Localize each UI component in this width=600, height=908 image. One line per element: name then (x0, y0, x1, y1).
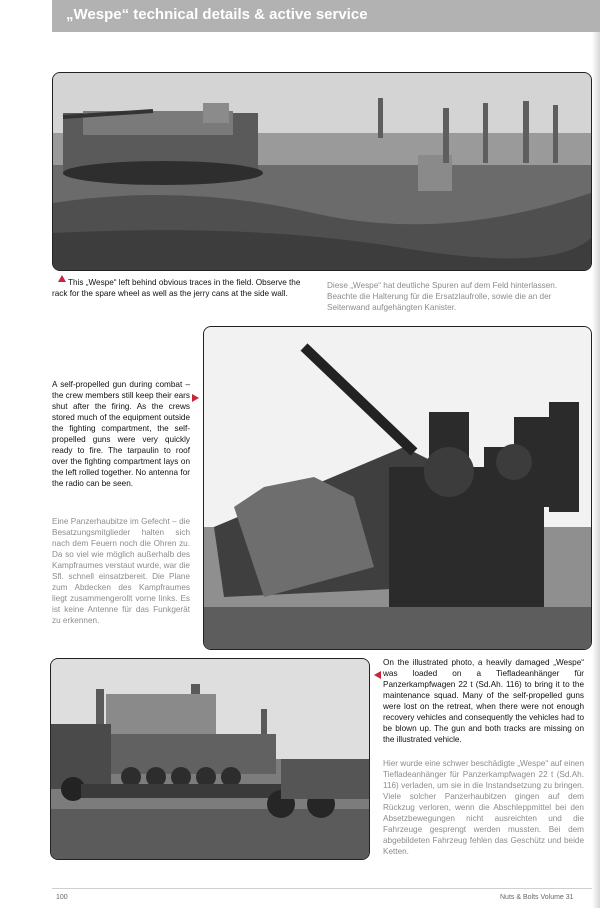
footer-rule (52, 888, 592, 889)
photo1-caption-en: This „Wespe“ left behind obvious traces in the field. Observe the rack for the spare wheel as well as the jerry cans at the side wall. (52, 278, 301, 298)
photo-damaged-wespe-on-trailer-image (51, 659, 369, 859)
page-edge-shadow (592, 32, 600, 908)
series-label: Nuts & Bolts Volume 31 (500, 894, 574, 901)
photo2-caption-de: Eine Panzerhaubitze im Gefecht – die Besatzungsmitglieder halten sich nach dem Feuern noch die Ohren zu. Da so viel wie möglich außerhalb des Kampfraumes verstaut wurde, war die Sfl. schnell einsatzbereit. Die Plane zum Abdecken des Kampfraumes liegt zusammengerollt vorne links. Es ist keine Antenne für das Funkgerät zu erkennen. (52, 517, 190, 625)
photo-wespe-in-field-image (53, 73, 591, 270)
photo-wespe-in-field (52, 72, 592, 271)
page-title: „Wespe“ technical details & active service (66, 6, 368, 23)
caption-marker-2 (192, 394, 199, 402)
photo-gun-during-combat (203, 326, 592, 650)
page-number: 100 (56, 894, 68, 901)
photo3-caption-en: On the illustrated photo, a heavily damaged „Wespe“ was loaded on a Tiefladeanhänger für Panzerkampfwagen 22 t (Sd.Ah. 116) to bring it to the maintenance squad. Many of the self-propelled guns were lost on the retreat, when there were not enough recovery vehicles and consequently the vehicles had to be blown up. The gun and both tracks are missing on the illustrated vehicle. (383, 658, 584, 744)
photo-damaged-wespe-on-trailer (50, 658, 370, 860)
photo-gun-during-combat-image (204, 327, 591, 649)
photo3-caption-de: Hier wurde eine schwer beschädigte „Wespe“ auf einen Tiefladeanhänger für Panzerkampfwagen 22 t (Sd.Ah. 116) verladen, um sie in die Instandsetzung zu bringen. Viele solcher Panzerhaubitzen gingen auf dem Rückzug verloren, wenn die Abschleppmittel bei den Absetzbewegungen nicht ausreichten und die Fahrzeuge gesprengt werden mussten. Bei dem abgebildeten Fahrzeug fehlen das Geschütz und beide Ketten. (383, 759, 585, 856)
caption-marker-3 (374, 671, 381, 679)
photo2-caption-en: A self-propelled gun during combat – the crew members still keep their ears shut after the firing. As the crews stored much of the equipment outside the fighting compartment, the self-propelled guns were very quickly ready to fire. The tarpaulin to roof over the fighting compartment lays on the left rolled together. No antenna for the radio can be seen. (52, 380, 190, 488)
photo1-caption-de: Diese „Wespe“ hat deutliche Spuren auf dem Feld hinterlassen. Beachte die Halterung für die Ersatzlaufrolle, sowie die an der Seitenwand aufgehängten Kanister. (327, 281, 558, 312)
